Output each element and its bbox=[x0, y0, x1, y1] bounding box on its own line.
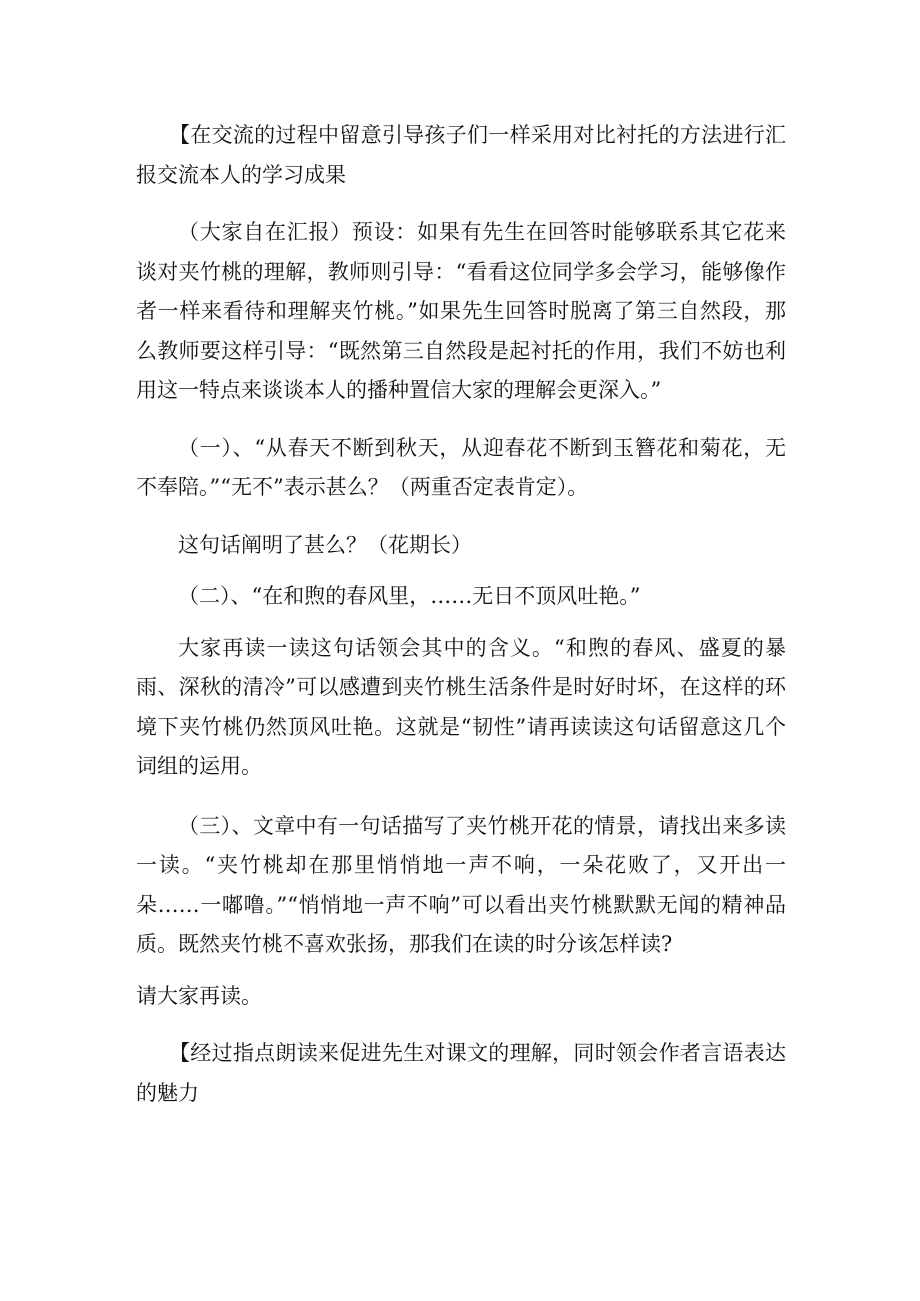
paragraph-point-one: （一）、“从春天不断到秋天，从迎春花不断到玉簪花和菊花，无不奉陪。”“无不”表示甚么？（两重否定表肯定）。 bbox=[136, 435, 786, 499]
paragraph-read-again: 请大家再读。 bbox=[136, 983, 262, 1008]
paragraph-preset-guidance: （大家自在汇报）预设：如果有先生在回答时能够联系其它花来谈对夹竹桃的理解，教师则引导：“看看这位同学多会学习，能够像作者一样来看待和理解夹竹桃。”如果先生回答时脱离了第三自然段，那么教师要这样引导：“既然第三自然段是起衬托的作用，我们不妨也利用这一特点来谈谈本人的播种置信大家的理解会更深入。” bbox=[136, 220, 786, 402]
paragraph-point-three: （三）、文章中有一句话描写了夹竹桃开花的情景，请找出来多读一读。“夹竹桃却在那里悄悄地一声不响，一朵花败了，又开出一朵……一嘟噜。”“悄悄地一声不响”可以看出夹竹桃默默无闻的精神品质。既然夹竹桃不喜欢张扬，那我们在读的时分该怎样读? bbox=[136, 813, 786, 956]
document-body bbox=[136, 116, 786, 1113]
paragraph-read-meaning: 大家再读一读这句话领会其中的含义。“和煦的春风、盛夏的暴雨、深秋的清冷”可以感遭到夹竹桃生活条件是时好时坏，在这样的环境下夹竹桃仍然顶风吐艳。这就是“韧性”请再读读这句话留意这几个词组的运用。 bbox=[136, 635, 786, 778]
paragraph-question-flowering: 这句话阐明了甚么？（花期长） bbox=[178, 532, 472, 557]
paragraph-design-note-1: 【在交流的过程中留意引导孩子们一样采用对比衬托的方法进行汇报交流本人的学习成果 bbox=[136, 123, 786, 187]
paragraph-design-note-2: 【经过指点朗读来促进先生对课文的理解，同时领会作者言语表达的魅力 bbox=[136, 1041, 786, 1105]
paragraph-point-two: （二）、“在和煦的春风里，……无日不顶风吐艳。” bbox=[178, 584, 641, 608]
